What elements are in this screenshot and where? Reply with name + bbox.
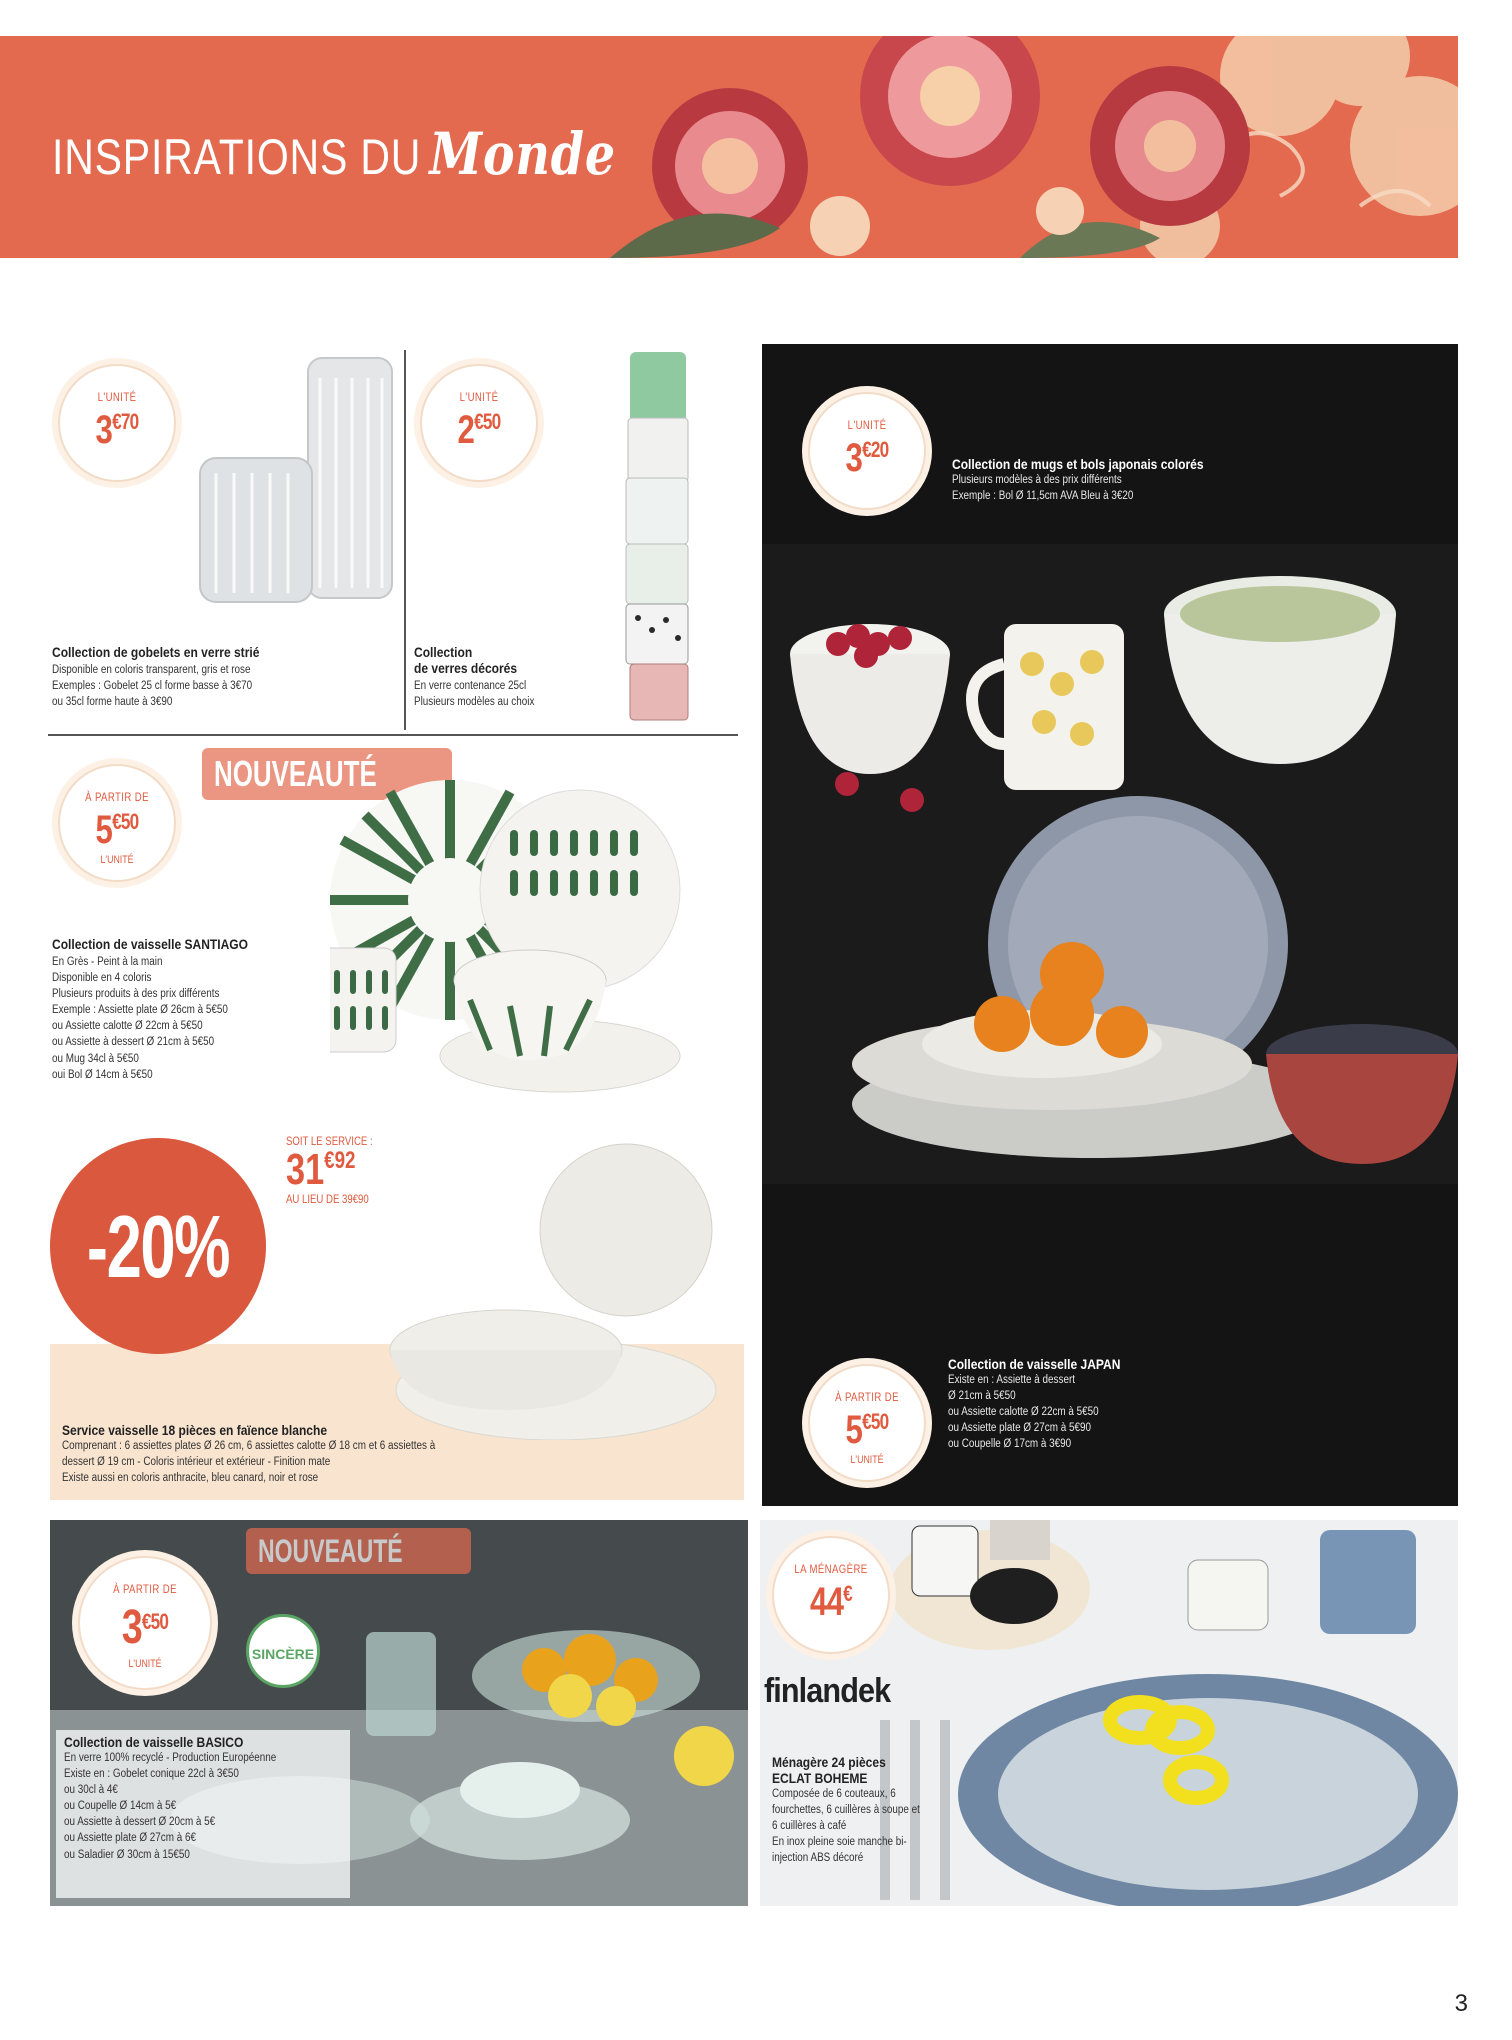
service-panel — [40, 1120, 748, 1506]
product-desc — [952, 472, 1204, 504]
santiago-price-badge — [58, 764, 176, 882]
page-number: 3 — [1454, 1990, 1468, 2017]
mugs-text — [952, 456, 1245, 504]
gobelets-price-badge — [58, 364, 176, 482]
price-main: 5 — [845, 1408, 863, 1452]
title-plain: INSPIRATIONS DU — [52, 129, 422, 185]
product-title: de verres décorés — [414, 660, 518, 676]
ribbon-label: NOUVEAUTÉ — [258, 1533, 403, 1569]
desc-line: En verre contenance 25cl — [414, 680, 527, 692]
product-title: Collection de gobelets en verre strié — [52, 644, 260, 660]
japan-text — [948, 1356, 1148, 1452]
desc-line: ou Assiette à dessert Ø 21cm à 5€50 — [52, 1036, 215, 1049]
desc-line: Plusieurs modèles à des prix différents — [952, 474, 1122, 486]
desc-line: ou 30cl à 4€ — [64, 1784, 118, 1797]
product-desc — [948, 1372, 1120, 1452]
price-cents: €20 — [862, 437, 889, 462]
price-main: 31 — [286, 1145, 325, 1194]
desc-line: Existe aussi en coloris anthracite, bleu canard, noir et rose — [62, 1472, 319, 1485]
product-desc — [52, 662, 259, 710]
product-title: Ménagère 24 pièces — [772, 1754, 886, 1770]
discount-circle — [50, 1138, 266, 1354]
verres-panel — [408, 348, 740, 734]
finlandek-logo: finlandek — [764, 1672, 891, 1710]
price-main: 3 — [121, 1601, 142, 1654]
desc-line: Composée de 6 couteaux, 6 — [772, 1788, 896, 1800]
basico-panel — [50, 1520, 748, 1906]
badge-label: L'UNITÉ — [847, 418, 887, 432]
product-title: Collection de vaisselle BASICO — [64, 1734, 244, 1750]
peony-flower-icon — [580, 36, 1458, 258]
basico-price-badge — [78, 1556, 212, 1690]
gobelets-panel — [40, 348, 404, 734]
santiago-panel — [40, 740, 740, 1120]
japan-panel — [762, 344, 1458, 1506]
divider — [48, 734, 738, 736]
price-cents: €50 — [862, 1409, 889, 1434]
desc-line: En inox pleine soie manche bi- — [772, 1836, 907, 1849]
menagere-price-badge — [772, 1536, 890, 1654]
verres-photo — [608, 348, 728, 728]
badge-unit: L'UNITÉ — [100, 854, 134, 866]
desc-line: dessert Ø 19 cm - Coloris intérieur et extérieur - Finition mate — [62, 1456, 331, 1469]
product-desc — [772, 1786, 920, 1866]
gobelets-photo — [158, 348, 398, 608]
desc-line: oui Bol Ø 14cm à 5€50 — [52, 1068, 153, 1081]
desc-line: Comprenant : 6 assiettes plates Ø 26 cm, 6 assiettes calotte Ø 18 cm et 6 assiettes à — [62, 1440, 436, 1452]
badge-unit: L'UNITÉ — [128, 1658, 162, 1670]
desc-line: Exemple : Bol Ø 11,5cm AVA Bleu à 3€20 — [952, 490, 1134, 503]
badge-label: À PARTIR DE — [113, 1582, 177, 1596]
desc-line: ou Assiette plate Ø 27cm à 5€90 — [948, 1422, 1091, 1435]
price-cents: €50 — [474, 409, 501, 434]
badge-unit: L'UNITÉ — [850, 1454, 884, 1466]
badge-label: L'UNITÉ — [97, 390, 137, 404]
badge-price — [435, 408, 524, 453]
product-title: Collection de mugs et bols japonais colorés — [952, 456, 1204, 472]
desc-line: ou Assiette calotte Ø 22cm à 5€50 — [52, 1020, 203, 1033]
desc-line: Exemple : Assiette plate Ø 26cm à 5€50 — [52, 1004, 228, 1017]
soit-label: SOIT LE SERVICE : — [286, 1134, 373, 1148]
santiago-text — [52, 936, 280, 1083]
desc-line: ou Mug 34cl à 5€50 — [52, 1052, 139, 1065]
header-banner — [0, 36, 1458, 258]
badge-price — [823, 436, 912, 481]
price-main: 5 — [95, 808, 113, 852]
desc-line: ou Assiette plate Ø 27cm à 6€ — [64, 1832, 196, 1845]
price-main: 2 — [457, 408, 475, 452]
product-title: Collection de vaisselle SANTIAGO — [52, 936, 249, 952]
desc-line: ou 35cl forme haute à 3€90 — [52, 696, 173, 709]
desc-line: Plusieurs produits à des prix différents — [52, 988, 220, 1001]
price-main: 3 — [845, 436, 863, 480]
menagere-text — [772, 1754, 944, 1866]
title-script: Monde — [429, 120, 616, 188]
desc-line: Disponible en 4 coloris — [52, 972, 152, 985]
price-cents: €50 — [141, 1609, 169, 1634]
desc-line: Disponible en coloris transparent, gris et rose — [52, 664, 251, 676]
desc-line: ou Coupelle Ø 17cm à 3€90 — [948, 1438, 1072, 1451]
badge-label: LA MÉNAGÈRE — [794, 1562, 868, 1576]
product-title: ECLAT BOHEME — [772, 1770, 868, 1786]
santiago-photo — [330, 780, 730, 1120]
badge-price — [73, 408, 162, 453]
desc-line: ou Saladier Ø 30cm à 15€50 — [64, 1848, 190, 1861]
gobelets-text — [52, 644, 293, 710]
discount-percent: -20% — [86, 1197, 230, 1296]
badge-label: L'UNITÉ — [459, 390, 499, 404]
service-price — [286, 1134, 394, 1206]
mugs-price-badge — [808, 392, 926, 510]
desc-line: Existe en : Gobelet conique 22cl à 3€50 — [64, 1768, 239, 1781]
price-main: 44 — [810, 1580, 844, 1624]
nouveaute-ribbon — [246, 1528, 471, 1574]
price-cents: €70 — [112, 409, 139, 434]
desc-line: En Grès - Peint à la main — [52, 956, 163, 968]
product-title: Collection — [414, 644, 473, 660]
service-price-value — [286, 1145, 370, 1194]
verres-text — [414, 644, 554, 710]
price-cents: €92 — [324, 1147, 356, 1174]
verres-price-badge — [420, 364, 538, 482]
product-title: Service vaisselle 18 pièces en faïence blanche — [62, 1422, 328, 1438]
logo-text: SINCÈRE — [251, 1646, 315, 1662]
service-text — [62, 1422, 496, 1486]
japan-price-badge — [808, 1364, 926, 1482]
price-cents: € — [843, 1581, 852, 1606]
service-photo — [366, 1140, 746, 1440]
desc-line: Ø 21cm à 5€50 — [948, 1390, 1016, 1403]
product-desc — [62, 1438, 435, 1486]
menagere-panel — [760, 1520, 1458, 1906]
page-title — [52, 120, 616, 188]
basico-text — [64, 1734, 311, 1863]
badge-price — [73, 808, 162, 853]
desc-line: 6 cuillères à café — [772, 1820, 847, 1833]
badge-label: À PARTIR DE — [835, 1390, 899, 1404]
au-lieu-label: AU LIEU DE 39€90 — [286, 1192, 369, 1206]
mugs-photo — [762, 544, 1458, 1184]
divider — [404, 350, 406, 730]
desc-line: fourchettes, 6 cuillères à soupe et — [772, 1804, 920, 1817]
product-desc — [52, 954, 248, 1083]
badge-price — [94, 1600, 195, 1655]
price-cents: €50 — [112, 809, 139, 834]
product-desc — [414, 678, 534, 710]
desc-line: injection ABS décoré — [772, 1852, 864, 1865]
desc-line: Exemples : Gobelet 25 cl forme basse à 3€70 — [52, 680, 253, 693]
badge-label: À PARTIR DE — [85, 790, 149, 804]
ribbon-label: NOUVEAUTÉ — [214, 753, 377, 794]
badge-price — [823, 1408, 912, 1453]
desc-line: En verre 100% recyclé - Production Européenne — [64, 1752, 277, 1764]
desc-line: ou Assiette calotte Ø 22cm à 5€50 — [948, 1406, 1099, 1419]
price-main: 3 — [95, 408, 113, 452]
desc-line: Plusieurs modèles au choix — [414, 696, 535, 709]
product-title: Collection de vaisselle JAPAN — [948, 1356, 1121, 1372]
desc-line: Existe en : Assiette à dessert — [948, 1374, 1075, 1386]
product-desc — [64, 1750, 276, 1863]
sincere-logo — [246, 1614, 320, 1688]
desc-line: ou Coupelle Ø 14cm à 5€ — [64, 1800, 177, 1813]
badge-price — [787, 1580, 876, 1625]
desc-line: ou Assiette à dessert Ø 20cm à 5€ — [64, 1816, 216, 1829]
